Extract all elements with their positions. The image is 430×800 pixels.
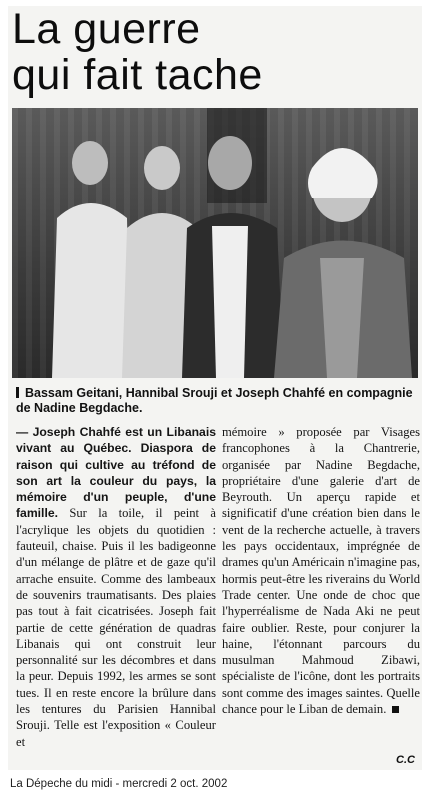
photo-caption bbox=[16, 386, 420, 416]
person-1 bbox=[52, 141, 130, 378]
source-line: La Dépeche du midi - mercredi 2 oct. 2002 bbox=[10, 778, 228, 790]
caption-text: Bassam Geitani, Hannibal Srouji et Joseph Chahfé en compagnie de Nadine Begdache. bbox=[16, 386, 413, 415]
headline bbox=[12, 6, 332, 98]
person-4 bbox=[274, 148, 412, 378]
person-3 bbox=[182, 136, 284, 378]
article-lead: — Joseph Chahfé est un Libanais vivant au Québec. Diaspora de raison qui cultive au tréfond de son art la couleur du pays, la mémoire d'un peuple, d'une famille. bbox=[16, 425, 216, 521]
article-body-right: mémoire » proposée par Visages francophones à la Chantrerie, organisée par Nadine Begdache, propriétaire d'une galerie d'art de Beyrouth. Un aperçu rapide et significatif d'une création bien dans le vent de la recherche actuelle, à travers les pays occidentaux, imprégnée de drames qu'un Américain n'imagine pas, hormis peut-être les riverains du World Trade center. Une onde de choc que l'hyperréalisme de Nada Aki ne peut faire oublier. Reste, pour conjurer la haine, l'étonnant parcours du musulman Mahmoud Zibawi, spécialiste de l'icône, dont les portraits sont comme des images saintes. Quelle chance pour le Liban de demain. bbox=[222, 425, 420, 717]
end-mark bbox=[392, 706, 399, 713]
newspaper-clipping bbox=[8, 6, 422, 770]
article-column-left bbox=[16, 424, 216, 750]
article-body-left: Sur la toile, il peint à l'acrylique les objets du quotidien : fauteuil, chaise. Puis il les badigeonne d'un mélange de plâtre et de gaze qu'il arrache ensuite. Comme des lambeaux de souvenirs traumatisants. Des plaies pas tout à fait cicatrisées. Joseph fait partie de cette génération de quadras Libanais qui ont construit leur personnalité sur les décombres et dans la peur. Depuis 1992, les armes se sont tues. Il en reste encore la brûlure dans les tentures du Parisien Hannibal Srouji. Telle est l'exposition « Couleur et bbox=[16, 506, 216, 749]
headline-line-1: La guerre bbox=[12, 6, 201, 53]
headline-line-2: qui fait tache bbox=[12, 51, 263, 99]
caption-marker bbox=[16, 387, 19, 398]
article-column-right bbox=[222, 424, 420, 717]
photo-figures bbox=[12, 108, 418, 378]
group-photo bbox=[12, 108, 418, 378]
author-signature: C.C bbox=[396, 754, 415, 766]
